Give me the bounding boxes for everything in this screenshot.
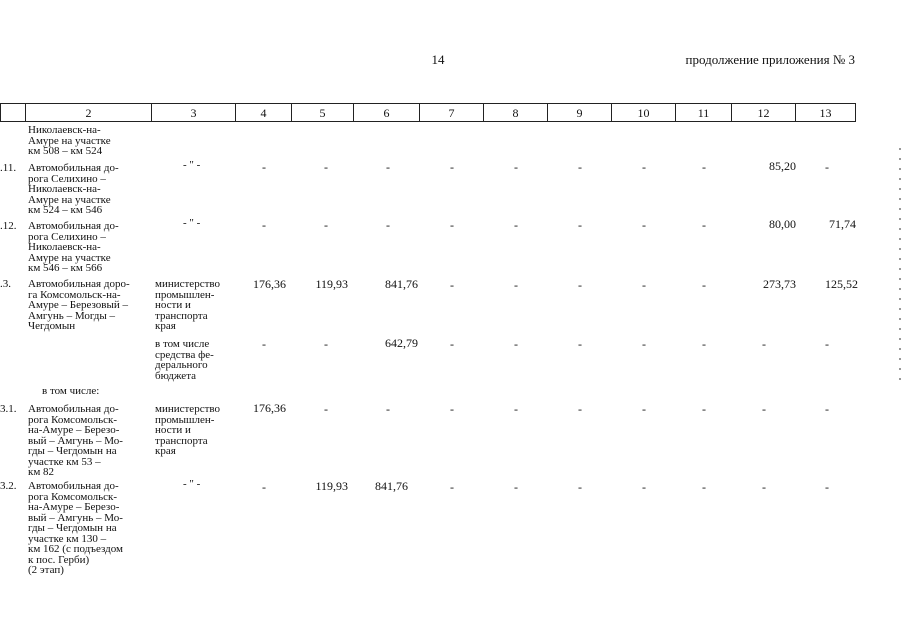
row-3-customer: министерство промышлен- ности и транспорта края	[155, 278, 221, 332]
row-4-col5: -	[324, 337, 328, 351]
row-1-col10: -	[642, 160, 646, 174]
row-3-col13: 125,52	[825, 277, 858, 291]
row-3-col10: -	[642, 278, 646, 292]
row-2-col10: -	[642, 218, 646, 232]
page-number: 14	[431, 52, 445, 67]
column-header-5: 5	[292, 103, 354, 122]
row-1-number: .11.	[0, 162, 17, 174]
row-1-col12: 85,20	[769, 159, 796, 173]
row-7-col13: -	[825, 480, 829, 494]
row-4-col11: -	[702, 337, 706, 351]
column-header-3: 3	[152, 103, 236, 122]
row-0-name: Николаевск-на- Амуре на участке км 508 – км 524	[28, 124, 111, 157]
row-4-col13: -	[825, 337, 829, 351]
row-2-col9: -	[578, 218, 582, 232]
column-header-13: 13	[796, 103, 856, 122]
row-5-label: в том числе:	[42, 385, 100, 397]
row-4-col4: -	[262, 337, 266, 351]
row-3-col4: 176,36	[253, 277, 286, 291]
row-4-col12: -	[762, 337, 766, 351]
row-7-col4: -	[262, 480, 266, 494]
row-6-col4: 176,36	[253, 401, 286, 415]
row-1-customer: - " -	[183, 159, 201, 171]
column-header-4: 4	[236, 103, 292, 122]
column-header-9: 9	[548, 103, 612, 122]
row-6-col13: -	[825, 402, 829, 416]
row-1-name: Автомобильная до- рога Селихино – Николаевск-на- Амуре на участке км 524 – км 546	[28, 162, 119, 216]
row-1-col8: -	[514, 160, 518, 174]
column-header-2: 2	[26, 103, 152, 122]
row-3-col9: -	[578, 278, 582, 292]
row-3-name: Автомобильная доро- га Комсомольск-на- Амуре – Березовый – Амгунь – Могды – Чегдомын	[28, 278, 130, 332]
row-1-col5: -	[324, 160, 328, 174]
row-4-col7: -	[450, 337, 454, 351]
row-4-col9: -	[578, 337, 582, 351]
row-7-col6: 841,76	[375, 479, 408, 493]
row-2-number: .12.	[0, 220, 17, 232]
row-7-col11: -	[702, 480, 706, 494]
row-2-name: Автомобильная до- рога Селихино – Николаевск-на- Амуре на участке км 546 – км 566	[28, 220, 119, 274]
row-7-col10: -	[642, 480, 646, 494]
row-4-col10: -	[642, 337, 646, 351]
row-1-col11: -	[702, 160, 706, 174]
row-3-col12: 273,73	[763, 277, 796, 291]
row-7-name: Автомобильная до- рога Комсомольск- на-Амуре – Березо- вый – Амгунь – Мо- гды – Чегдомын на участке км 130 – км 162 (с подъездом к пос. Герби) (2 этап)	[28, 480, 123, 576]
row-6-name: Автомобильная до- рога Комсомольск- на-Амуре – Березо- вый – Амгунь – Мо- гды – Чегдомын на участке км 53 – км 82	[28, 403, 123, 478]
column-header-1	[0, 103, 26, 122]
table-header-row	[0, 103, 856, 123]
row-4-col8: -	[514, 337, 518, 351]
row-1-col9: -	[578, 160, 582, 174]
row-1-col4: -	[262, 160, 266, 174]
row-7-col5: 119,93	[315, 479, 348, 493]
row-4-col6: 642,79	[385, 336, 418, 350]
row-2-customer: - " -	[183, 217, 201, 229]
row-3-col11: -	[702, 278, 706, 292]
row-2-col11: -	[702, 218, 706, 232]
column-header-7: 7	[420, 103, 484, 122]
row-6-col11: -	[702, 402, 706, 416]
row-3-col5: 119,93	[315, 277, 348, 291]
row-7-number: 3.2.	[0, 480, 17, 492]
row-3-col6: 841,76	[385, 277, 418, 291]
row-7-col9: -	[578, 480, 582, 494]
row-2-col4: -	[262, 218, 266, 232]
row-2-col6: -	[386, 218, 390, 232]
row-7-customer: - " -	[183, 478, 201, 490]
row-6-number: 3.1.	[0, 403, 17, 415]
row-6-customer: министерство промышлен- ности и транспорта края	[155, 403, 221, 457]
row-7-col7: -	[450, 480, 454, 494]
row-7-col8: -	[514, 480, 518, 494]
row-2-col7: -	[450, 218, 454, 232]
row-1-col6: -	[386, 160, 390, 174]
row-2-col12: 80,00	[769, 217, 796, 231]
row-1-col7: -	[450, 160, 454, 174]
row-4-customer: в том числе средства фе- дерального бюджета	[155, 338, 214, 382]
scan-edge-marks	[897, 140, 903, 580]
column-header-10: 10	[612, 103, 676, 122]
row-1-col13: -	[825, 160, 829, 174]
row-2-col5: -	[324, 218, 328, 232]
row-2-col8: -	[514, 218, 518, 232]
row-2-col13: 71,74	[829, 217, 856, 231]
row-6-col8: -	[514, 402, 518, 416]
column-header-12: 12	[732, 103, 796, 122]
continuation-note: продолжение приложения № 3	[685, 52, 855, 67]
row-3-col8: -	[514, 278, 518, 292]
column-header-11: 11	[676, 103, 732, 122]
row-3-col7: -	[450, 278, 454, 292]
row-6-col6: -	[386, 402, 390, 416]
row-3-number: .3.	[0, 278, 11, 290]
row-7-col12: -	[762, 480, 766, 494]
row-6-col5: -	[324, 402, 328, 416]
row-6-col12: -	[762, 402, 766, 416]
row-6-col9: -	[578, 402, 582, 416]
row-6-col7: -	[450, 402, 454, 416]
column-header-6: 6	[354, 103, 420, 122]
row-6-col10: -	[642, 402, 646, 416]
column-header-8: 8	[484, 103, 548, 122]
